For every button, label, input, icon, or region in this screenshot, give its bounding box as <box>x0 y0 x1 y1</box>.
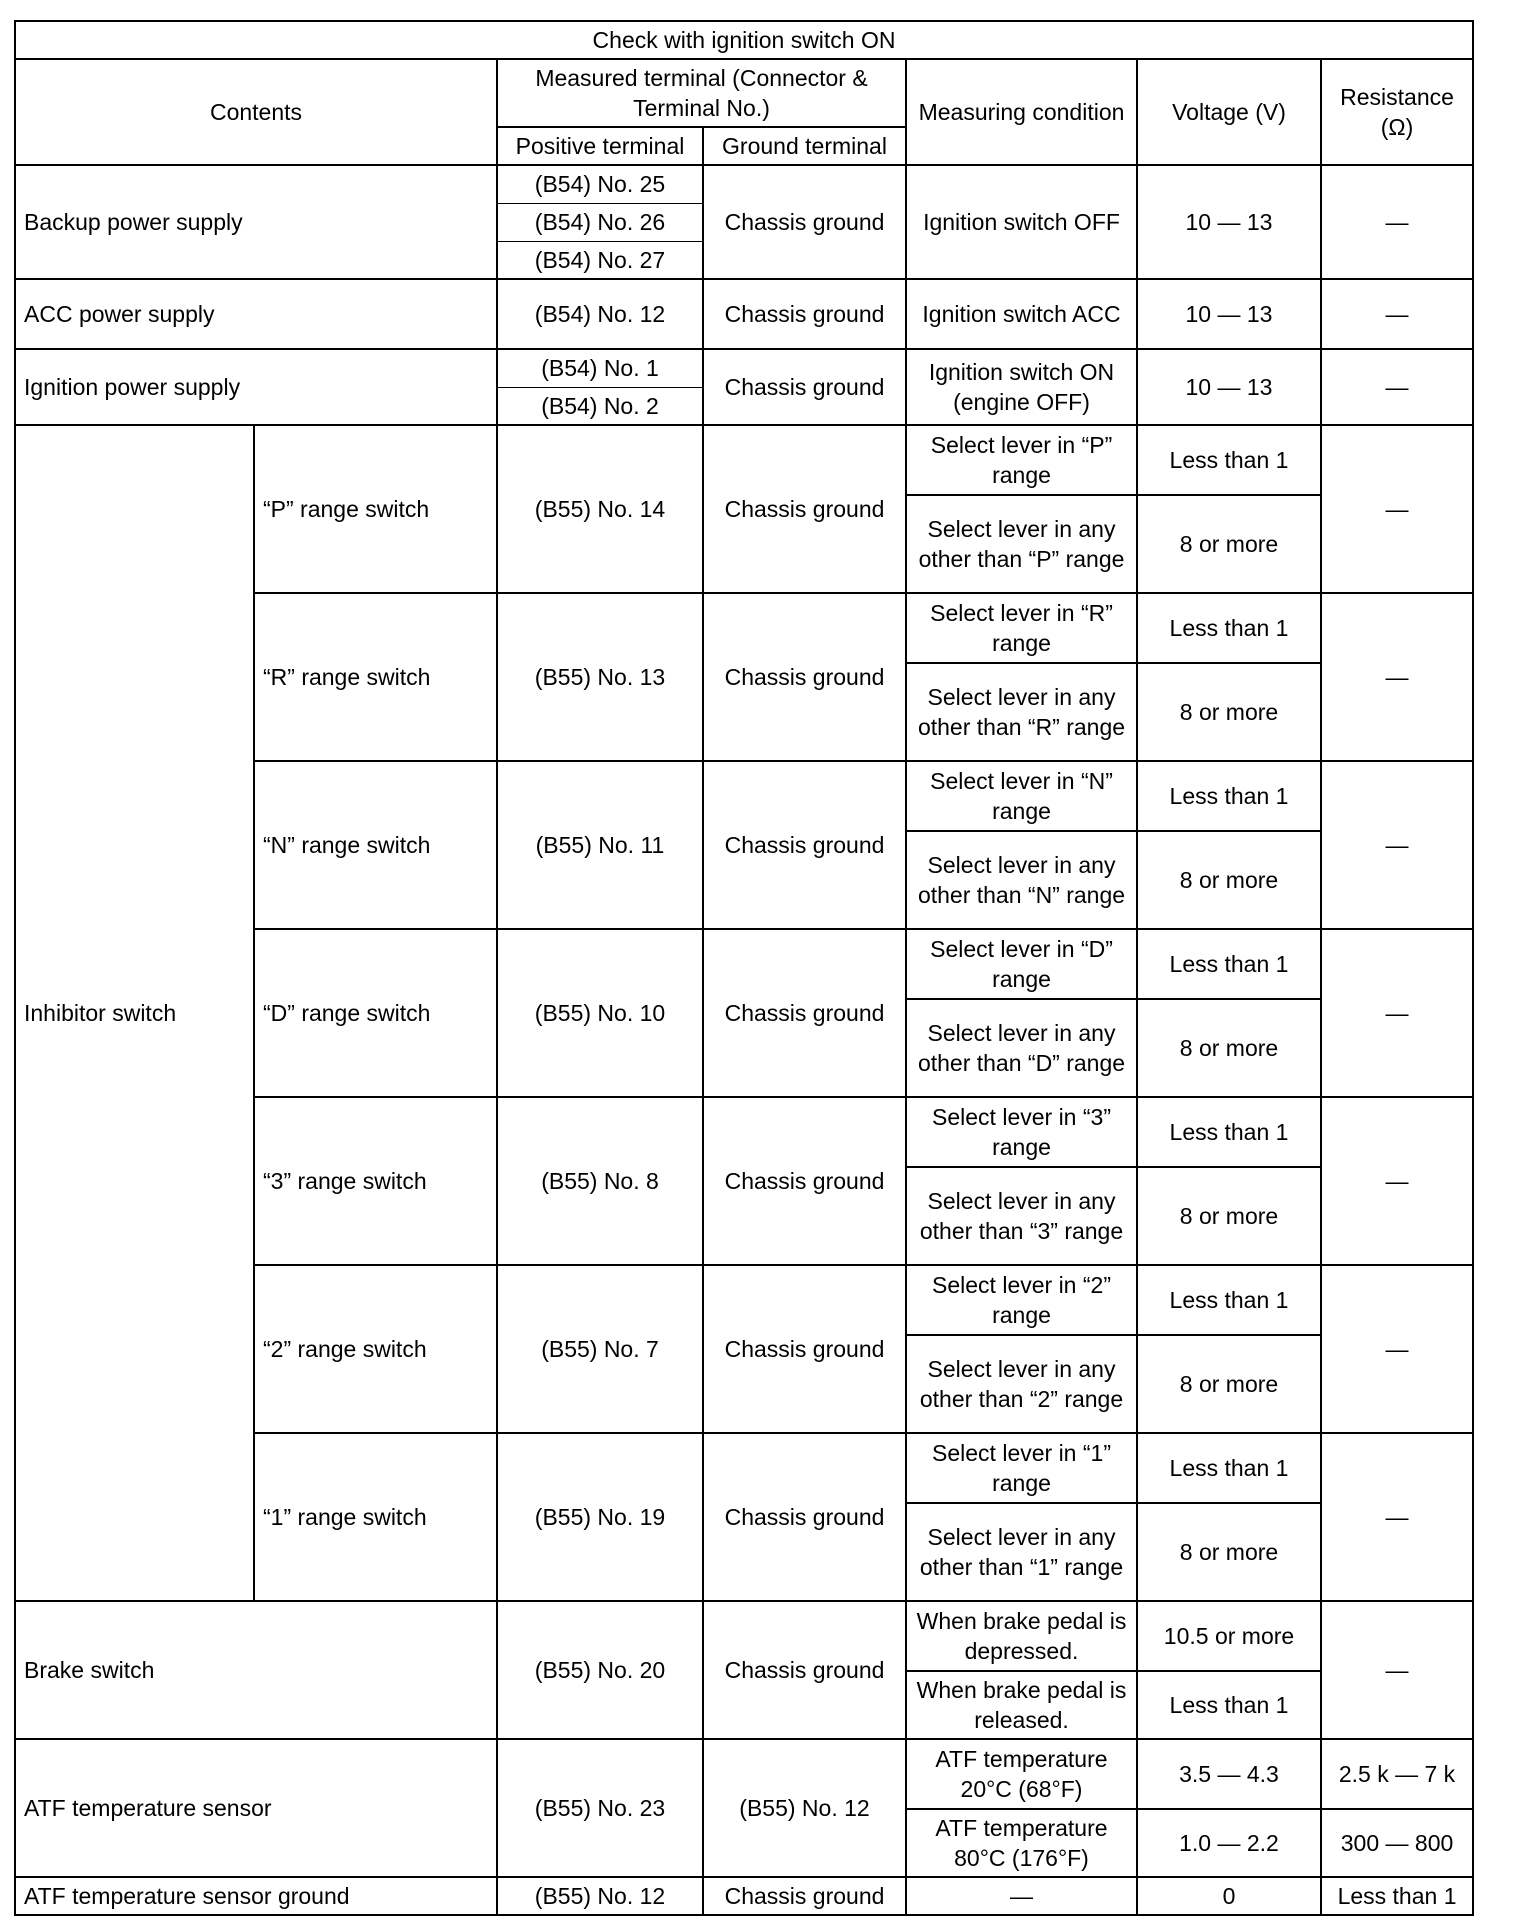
range-switch-terminal: (B55) No. 7 <box>497 1265 703 1433</box>
atf-terminal: (B55) No. 23 <box>497 1739 703 1877</box>
range-condition-other: Select lever in any other than “2” range <box>906 1335 1137 1433</box>
acc-ground: Chassis ground <box>703 279 906 349</box>
range-switch-name: “D” range switch <box>254 929 497 1097</box>
range-switch-terminal: (B55) No. 8 <box>497 1097 703 1265</box>
range-switch-terminal: (B55) No. 11 <box>497 761 703 929</box>
acc-label: ACC power supply <box>15 279 497 349</box>
range-condition-other: Select lever in any other than “P” range <box>906 495 1137 593</box>
range-switch-ground: Chassis ground <box>703 929 906 1097</box>
range-voltage-in: Less than 1 <box>1137 761 1321 831</box>
range-condition-in: Select lever in “P” range <box>906 425 1137 495</box>
range-voltage-other: 8 or more <box>1137 495 1321 593</box>
backup-ground: Chassis ground <box>703 165 906 279</box>
range-condition-in: Select lever in “N” range <box>906 761 1137 831</box>
ignition-terminal: (B54) No. 2 <box>497 387 703 425</box>
range-switch-name: “R” range switch <box>254 593 497 761</box>
range-switch-terminal: (B55) No. 10 <box>497 929 703 1097</box>
backup-label: Backup power supply <box>15 165 497 279</box>
ignition-resistance: — <box>1321 349 1473 425</box>
atf-label: ATF temperature sensor <box>15 1739 497 1877</box>
range-condition-in: Select lever in “D” range <box>906 929 1137 999</box>
brake-condition-depressed: When brake pedal is depressed. <box>906 1601 1137 1671</box>
range-switch-ground: Chassis ground <box>703 593 906 761</box>
atf-ground-ground: Chassis ground <box>703 1877 906 1915</box>
range-condition-other: Select lever in any other than “1” range <box>906 1503 1137 1601</box>
backup-condition: Ignition switch OFF <box>906 165 1137 279</box>
ignition-condition: Ignition switch ON (engine OFF) <box>906 349 1137 425</box>
header-ground-terminal: Ground terminal <box>703 127 906 165</box>
range-resistance: — <box>1321 761 1473 929</box>
ignition-voltage: 10 — 13 <box>1137 349 1321 425</box>
range-voltage-other: 8 or more <box>1137 663 1321 761</box>
atf-condition-80c: ATF temperature 80°C (176°F) <box>906 1809 1137 1877</box>
atf-voltage-20c: 3.5 — 4.3 <box>1137 1739 1321 1809</box>
atf-ground-resistance: Less than 1 <box>1321 1877 1473 1915</box>
range-voltage-in: Less than 1 <box>1137 929 1321 999</box>
acc-terminal: (B54) No. 12 <box>497 279 703 349</box>
ignition-ground: Chassis ground <box>703 349 906 425</box>
range-switch-ground: Chassis ground <box>703 425 906 593</box>
acc-voltage: 10 — 13 <box>1137 279 1321 349</box>
range-resistance: — <box>1321 929 1473 1097</box>
range-voltage-in: Less than 1 <box>1137 1265 1321 1335</box>
range-voltage-other: 8 or more <box>1137 831 1321 929</box>
backup-voltage: 10 — 13 <box>1137 165 1321 279</box>
acc-condition: Ignition switch ACC <box>906 279 1137 349</box>
backup-terminal: (B54) No. 26 <box>497 203 703 241</box>
atf-ground: (B55) No. 12 <box>703 1739 906 1877</box>
atf-ground-condition: — <box>906 1877 1137 1915</box>
range-switch-name: “N” range switch <box>254 761 497 929</box>
header-measuring-condition: Measuring condition <box>906 59 1137 165</box>
range-condition-other: Select lever in any other than “R” range <box>906 663 1137 761</box>
terminal-check-table <box>14 20 1474 1916</box>
brake-label: Brake switch <box>15 1601 497 1739</box>
brake-terminal: (B55) No. 20 <box>497 1601 703 1739</box>
inhibitor-label: Inhibitor switch <box>15 425 254 1601</box>
brake-ground: Chassis ground <box>703 1601 906 1739</box>
range-voltage-in: Less than 1 <box>1137 1097 1321 1167</box>
range-condition-in: Select lever in “R” range <box>906 593 1137 663</box>
atf-voltage-80c: 1.0 — 2.2 <box>1137 1809 1321 1877</box>
range-switch-terminal: (B55) No. 19 <box>497 1433 703 1601</box>
backup-terminal: (B54) No. 27 <box>497 241 703 279</box>
range-resistance: — <box>1321 1265 1473 1433</box>
range-switch-ground: Chassis ground <box>703 1097 906 1265</box>
brake-condition-released: When brake pedal is released. <box>906 1671 1137 1739</box>
range-condition-other: Select lever in any other than “3” range <box>906 1167 1137 1265</box>
range-switch-ground: Chassis ground <box>703 1265 906 1433</box>
range-condition-in: Select lever in “3” range <box>906 1097 1137 1167</box>
range-resistance: — <box>1321 1433 1473 1601</box>
range-switch-name: “P” range switch <box>254 425 497 593</box>
backup-resistance: — <box>1321 165 1473 279</box>
range-resistance: — <box>1321 593 1473 761</box>
range-switch-terminal: (B55) No. 14 <box>497 425 703 593</box>
brake-resistance: — <box>1321 1601 1473 1739</box>
range-voltage-other: 8 or more <box>1137 999 1321 1097</box>
range-switch-name: “2” range switch <box>254 1265 497 1433</box>
atf-resistance-80c: 300 — 800 <box>1321 1809 1473 1877</box>
range-switch-name: “1” range switch <box>254 1433 497 1601</box>
atf-ground-voltage: 0 <box>1137 1877 1321 1915</box>
range-voltage-other: 8 or more <box>1137 1167 1321 1265</box>
atf-condition-20c: ATF temperature 20°C (68°F) <box>906 1739 1137 1809</box>
header-resistance: Resistance (Ω) <box>1321 59 1473 165</box>
range-switch-ground: Chassis ground <box>703 1433 906 1601</box>
brake-voltage-released: Less than 1 <box>1137 1671 1321 1739</box>
range-voltage-other: 8 or more <box>1137 1335 1321 1433</box>
atf-resistance-20c: 2.5 k — 7 k <box>1321 1739 1473 1809</box>
range-switch-terminal: (B55) No. 13 <box>497 593 703 761</box>
header-contents: Contents <box>15 59 497 165</box>
range-condition-other: Select lever in any other than “D” range <box>906 999 1137 1097</box>
header-measured-terminal: Measured terminal (Connector & Terminal No.) <box>497 59 906 127</box>
range-condition-in: Select lever in “2” range <box>906 1265 1137 1335</box>
acc-resistance: — <box>1321 279 1473 349</box>
range-condition-in: Select lever in “1” range <box>906 1433 1137 1503</box>
range-voltage-in: Less than 1 <box>1137 425 1321 495</box>
backup-terminal: (B54) No. 25 <box>497 165 703 203</box>
ignition-terminal: (B54) No. 1 <box>497 349 703 387</box>
brake-voltage-depressed: 10.5 or more <box>1137 1601 1321 1671</box>
ignition-label: Ignition power supply <box>15 349 497 425</box>
table-title: Check with ignition switch ON <box>15 21 1473 59</box>
header-voltage: Voltage (V) <box>1137 59 1321 165</box>
range-voltage-other: 8 or more <box>1137 1503 1321 1601</box>
header-positive-terminal: Positive terminal <box>497 127 703 165</box>
range-condition-other: Select lever in any other than “N” range <box>906 831 1137 929</box>
atf-ground-label: ATF temperature sensor ground <box>15 1877 497 1915</box>
range-resistance: — <box>1321 425 1473 593</box>
range-voltage-in: Less than 1 <box>1137 593 1321 663</box>
range-voltage-in: Less than 1 <box>1137 1433 1321 1503</box>
atf-ground-terminal: (B55) No. 12 <box>497 1877 703 1915</box>
range-resistance: — <box>1321 1097 1473 1265</box>
range-switch-name: “3” range switch <box>254 1097 497 1265</box>
range-switch-ground: Chassis ground <box>703 761 906 929</box>
